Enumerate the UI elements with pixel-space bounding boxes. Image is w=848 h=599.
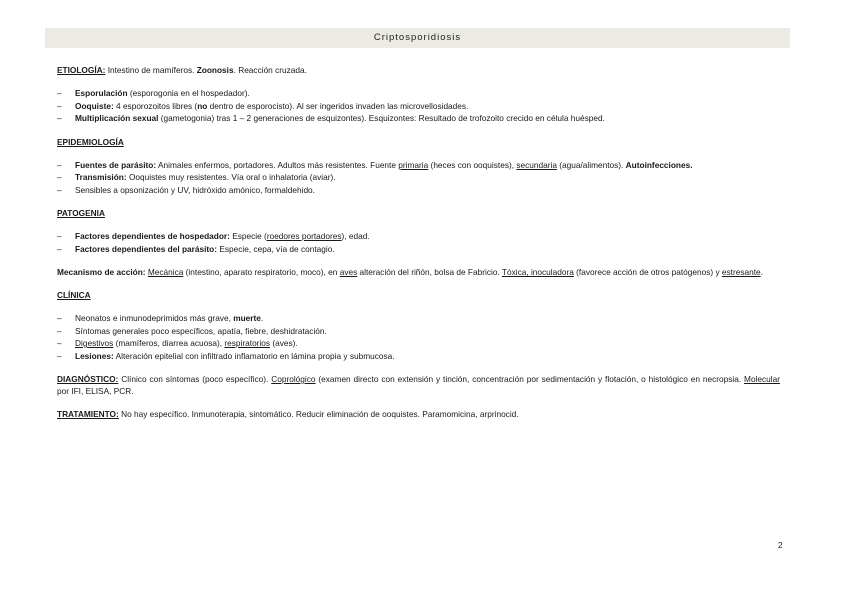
list-item: – Neonatos e inmunodeprimidos más grave, muerte.	[57, 312, 780, 325]
tratamiento-label: TRATAMIENTO:	[57, 409, 119, 419]
list-item: – Factores dependientes de hospedador: Especie (roedores portadores), edad.	[57, 230, 780, 243]
tratamiento-paragraph: TRATAMIENTO: No hay específico. Inmunoterapia, sintomático. Reducir eliminación de ooquistes. Paramomicina, arprinocid.	[57, 409, 519, 419]
diagnostico-paragraph: DIAGNÓSTICO: Clínico con síntomas (poco específico). Coprológico (examen directo con extensión y tinción, concentración por sedimentación y flotación, o histológico en necropsia. Molecular por IFI, ELISA, PCR.	[57, 374, 780, 396]
document-body	[57, 64, 780, 431]
clinica-heading: CLÍNICA	[57, 290, 91, 300]
list-item: – Digestivos (mamíferos, diarrea acuosa), respiratorios (aves).	[57, 337, 780, 350]
etiologia-paragraph: ETIOLOGÍA: Intestino de mamíferos. Zoonosis. Reacción cruzada.	[57, 65, 307, 75]
epidemiologia-heading: EPIDEMIOLOGÍA	[57, 136, 124, 147]
list-item: – Sensibles a opsonización y UV, hidróxido amónico, formaldehido.	[57, 184, 780, 197]
mecanismo-paragraph: Mecanismo de acción: Mecánica (intestino, aparato respiratorio, moco), en aves alteración del riñón, bolsa de Fabricio. Tóxica, inoculadora (favorece acción de otros patógenos) y estresante.	[57, 267, 763, 277]
patogenia-list	[57, 230, 780, 255]
diagnostico-label: DIAGNÓSTICO:	[57, 374, 119, 384]
patogenia-heading: PATOGENIA	[57, 208, 105, 218]
page-title: Criptosporidiosis	[45, 28, 790, 48]
list-item: – Multiplicación sexual (gametogonia) tras 1 – 2 generaciones de esquizontes). Esquizontes: Resultado de trofozoito crecido en célula huésped.	[57, 112, 780, 125]
list-item: – Síntomas generales poco específicos, apatía, fiebre, deshidratación.	[57, 325, 780, 338]
page-number: 2	[778, 540, 783, 550]
epidemiologia-list	[57, 159, 780, 197]
etiologia-list	[57, 87, 780, 125]
etiologia-label: ETIOLOGÍA:	[57, 65, 106, 75]
list-item: – Esporulación (esporogonia en el hospedador).	[57, 87, 780, 100]
list-item: – Factores dependientes del parásito: Especie, cepa, vía de contagio.	[57, 243, 780, 256]
list-item: – Lesiones: Alteración epitelial con infiltrado inflamatorio en lámina propia y submucosa.	[57, 350, 780, 363]
list-item: – Fuentes de parásito: Animales enfermos, portadores. Adultos más resistentes. Fuente primaria (heces con ooquistes), secundaria (agua/alimentos). Autoinfecciones.	[57, 159, 780, 172]
list-item: – Ooquiste: 4 esporozoitos libres (no dentro de esporocisto). Al ser ingeridos invaden las microvellosidades.	[57, 100, 780, 113]
list-item: – Transmisión: Ooquistes muy resistentes. Vía oral o inhalatoria (aviar).	[57, 171, 780, 184]
clinica-list	[57, 312, 780, 362]
